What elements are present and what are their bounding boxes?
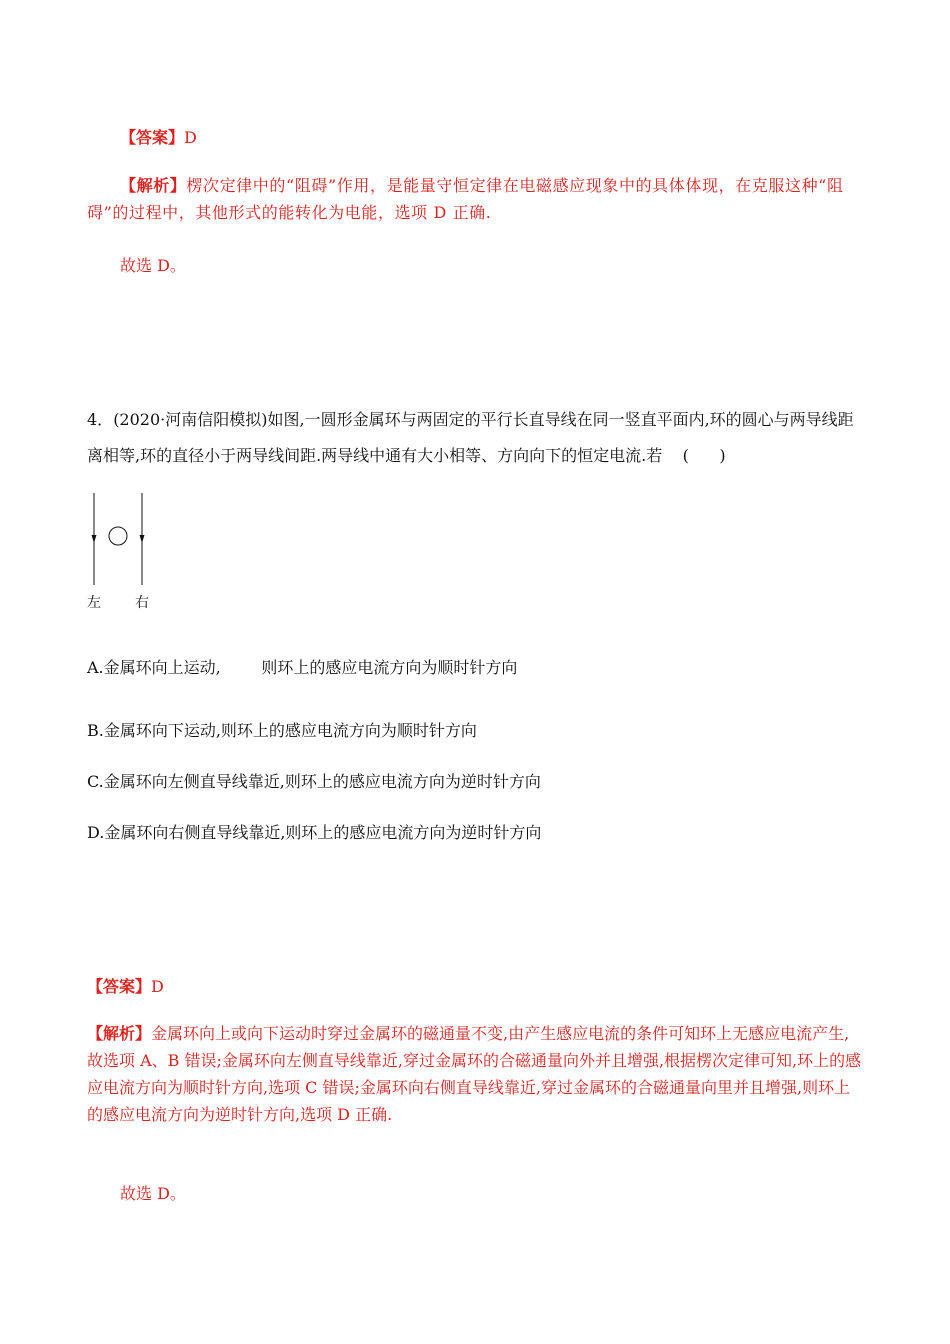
q4-option-d: D.金属环向右侧直导线靠近,则环上的感应电流方向为逆时针方向 xyxy=(87,823,542,842)
right-current-arrow-icon xyxy=(140,535,145,543)
q4-option-b: B.金属环向下运动,则环上的感应电流方向为顺时针方向 xyxy=(87,721,477,740)
q4-stem-text: (2020·河南信阳模拟)如图,一圆形金属环与两固定的平行长直导线在同一竖直平面内,环的圆心与两导线距离相等,环的直径小于两导线间距.两导线中通有大小相等、方向向下的恒定电流.若 ( ) xyxy=(87,410,854,465)
q4-answer-value: D xyxy=(151,977,164,996)
q4-analysis-label: 【解析】 xyxy=(87,1024,152,1043)
wires-ring-diagram xyxy=(80,490,170,595)
q4-option-c: C.金属环向左侧直导线靠近,则环上的感应电流方向为逆时针方向 xyxy=(87,772,541,791)
label-right: 右 xyxy=(135,595,149,611)
q3-answer-label: 【答案】 xyxy=(120,128,185,147)
q3-analysis xyxy=(87,172,863,226)
q4-stem xyxy=(87,402,863,474)
label-left: 左 xyxy=(87,595,101,611)
q3-conclusion: 故选 D。 xyxy=(120,256,186,275)
q4-figure xyxy=(80,490,170,620)
q3-analysis-text: 楞次定律中的“阻碍”作用，是能量守恒定律在电磁感应现象中的具体体现，在克服这种“阻碍”的过程中，其他形式的能转化为电能，选项 D 正确. xyxy=(87,176,844,222)
q4-conclusion: 故选 D。 xyxy=(120,1184,186,1203)
q4-answer xyxy=(87,973,164,1001)
q4-option-a: A.金属环向上运动, 则环上的感应电流方向为顺时针方向 xyxy=(87,658,518,677)
left-current-arrow-icon xyxy=(92,535,97,543)
q4-analysis-text: 金属环向上或向下运动时穿过金属环的磁通量不变,由产生感应电流的条件可知环上无感应电流产生,故选项 A、B 错误;金属环向左侧直导线靠近,穿过金属环的合磁通量向外并且增强,根据楞次定律可知,环上的感应电流方向为顺时针方向,选项 C 错误;金属环向右侧直导线靠近,穿过金属环的合磁通量向里并且增强,则环上的感应电流方向为逆时针方向,选项 D 正确. xyxy=(87,1024,862,1124)
q4-analysis xyxy=(87,1020,863,1128)
q3-answer xyxy=(120,124,197,152)
metal-ring xyxy=(109,527,127,545)
q4-number: 4． xyxy=(87,410,114,429)
q3-answer-value: D xyxy=(184,128,197,147)
q3-analysis-label: 【解析】 xyxy=(120,176,187,195)
q4-answer-label: 【答案】 xyxy=(87,977,152,996)
